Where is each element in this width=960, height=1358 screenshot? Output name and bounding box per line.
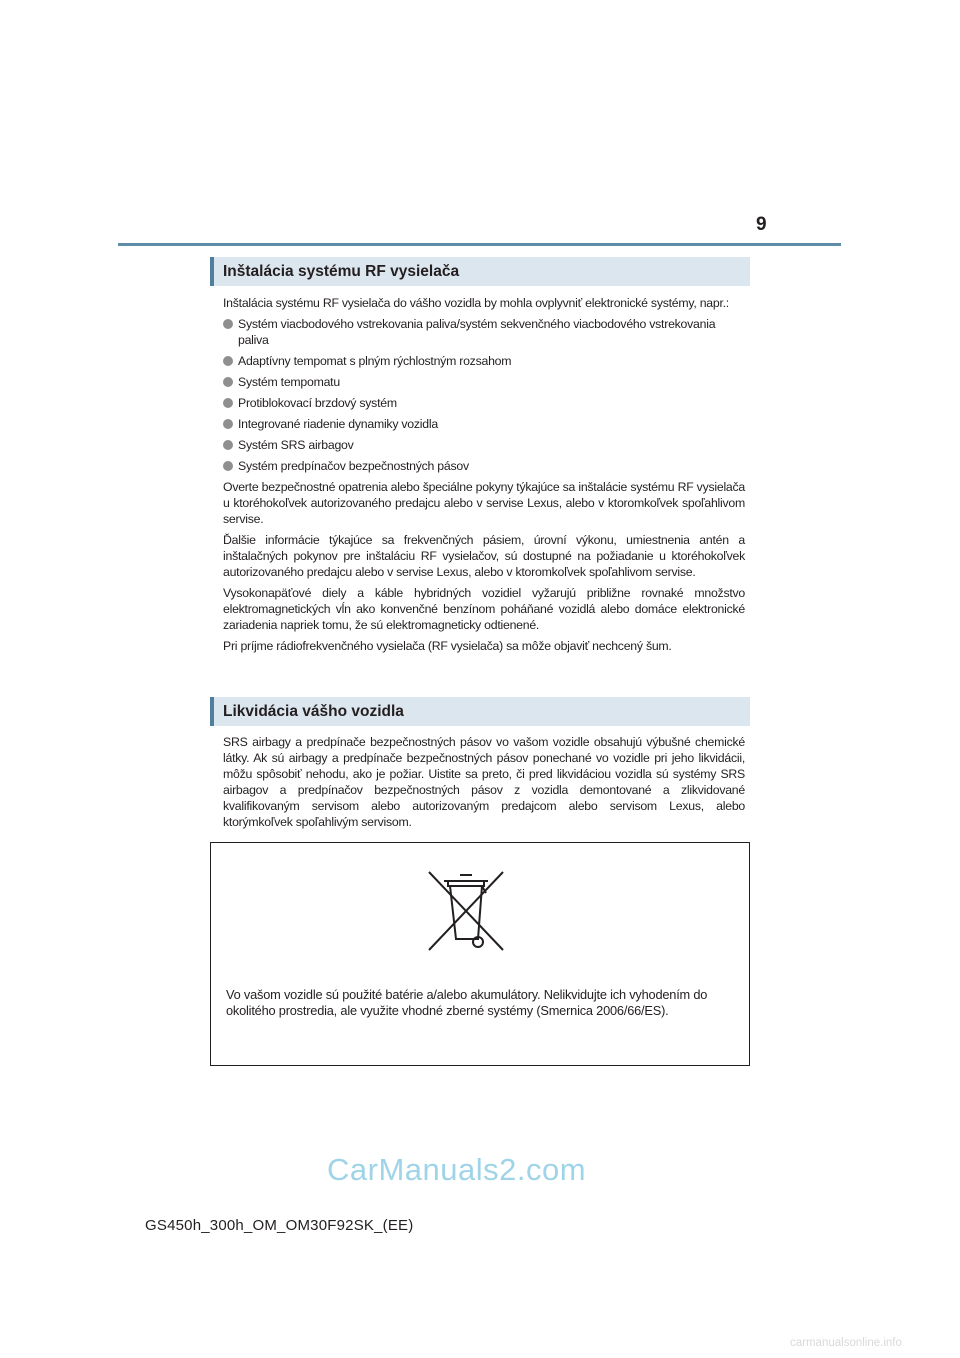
affected-systems-list: [223, 316, 745, 474]
bullet-icon: [223, 461, 233, 471]
crossed-out-wheelie-bin-icon: [426, 869, 506, 953]
page-number: 9: [756, 214, 767, 235]
bullet-icon: [223, 398, 233, 408]
section-body-vehicle-disposal: [223, 734, 745, 835]
list-item: Integrované riadenie dynamiky vozidla: [223, 416, 745, 432]
section-body-rf-transmitter: [223, 295, 745, 659]
paragraph: SRS airbagy a predpínače bezpečnostných pásov vo vašom vozidle obsahujú výbušné chemické látky. Ak sú airbagy a predpínače bezpečnostných pásov ponechané vo vozidle pri jeho likvidácii, môžu spôsobiť nehodu, ako je požiar. Uistite sa preto, či pred likvidáciou vozidla sú systémy SRS airbagov a predpínačov bezpečnostných pásov z vozidla demontované a zlikvidované kvalifikovaným servisom alebo autorizovaným predajcom alebo servisom Lexus, alebo ktorýmkoľvek spoľahlivým servisom.: [223, 735, 745, 829]
intro-paragraph: Inštalácia systému RF vysielača do vášho vozidla by mohla ovplyvniť elektronické systémy, napr.:: [223, 296, 729, 310]
paragraph: Pri príjme rádiofrekvenčného vysielača (RF vysielača) sa môže objaviť nechcený šum.: [223, 639, 672, 653]
section-heading-vehicle-disposal: Likvidácia vášho vozidla: [210, 697, 750, 726]
section-heading-rf-transmitter: Inštalácia systému RF vysielača: [210, 257, 750, 286]
list-item: Systém predpínačov bezpečnostných pásov: [223, 458, 745, 474]
bullet-icon: [223, 377, 233, 387]
bullet-icon: [223, 419, 233, 429]
list-item: Systém tempomatu: [223, 374, 745, 390]
paragraph: Ďalšie informácie týkajúce sa frekvenčných pásiem, úrovní výkonu, umiestnenia antén a inštalačných pokynov pre inštaláciu RF vysielačov, sú dostupné na požiadanie u ktoréhokoľvek autorizovaného predajcu alebo v servise Lexus, alebo v ktoromkoľvek spoľahlivom servise.: [223, 533, 745, 579]
bullet-icon: [223, 440, 233, 450]
site-watermark: carmanualsonline.info: [790, 1337, 902, 1349]
paragraph: Vysokonapäťové diely a káble hybridných vozidiel vyžarujú približne rovnaké množstvo elektromagnetických vĺn ako konvenčné benzínom poháňané vozidlá alebo domáce elektronické zariadenia napriek tomu, že sú elektromagneticky odtienené.: [223, 586, 745, 632]
bullet-icon: [223, 319, 233, 329]
list-item: Protiblokovací brzdový systém: [223, 395, 745, 411]
battery-notice-text: Vo vašom vozidle sú použité batérie a/alebo akumulátory. Nelikvidujte ich vyhodením do okolitého prostredia, ale využite vhodné zberné systémy (Smernica 2006/66/ES).: [226, 987, 708, 1018]
manual-code: GS450h_300h_OM_OM30F92SK_(EE): [145, 1217, 414, 1234]
paragraph: Overte bezpečnostné opatrenia alebo špeciálne pokyny týkajúce sa inštalácie systému RF vysielača u ktoréhokoľvek autorizovaného predajcu alebo v servise Lexus, alebo v ktoromkoľvek spoľahlivom servise.: [223, 480, 745, 526]
bullet-icon: [223, 356, 233, 366]
watermark-logo: CarManuals2.com: [327, 1152, 587, 1187]
list-item: Adaptívny tempomat s plným rýchlostným rozsahom: [223, 353, 745, 369]
header-rule: [118, 243, 841, 246]
list-item: Systém SRS airbagov: [223, 437, 745, 453]
battery-disposal-notice: [210, 842, 750, 1066]
list-item: Systém viacbodového vstrekovania paliva/systém sekvenčného viacbodového vstrekovania paliva: [223, 316, 745, 348]
